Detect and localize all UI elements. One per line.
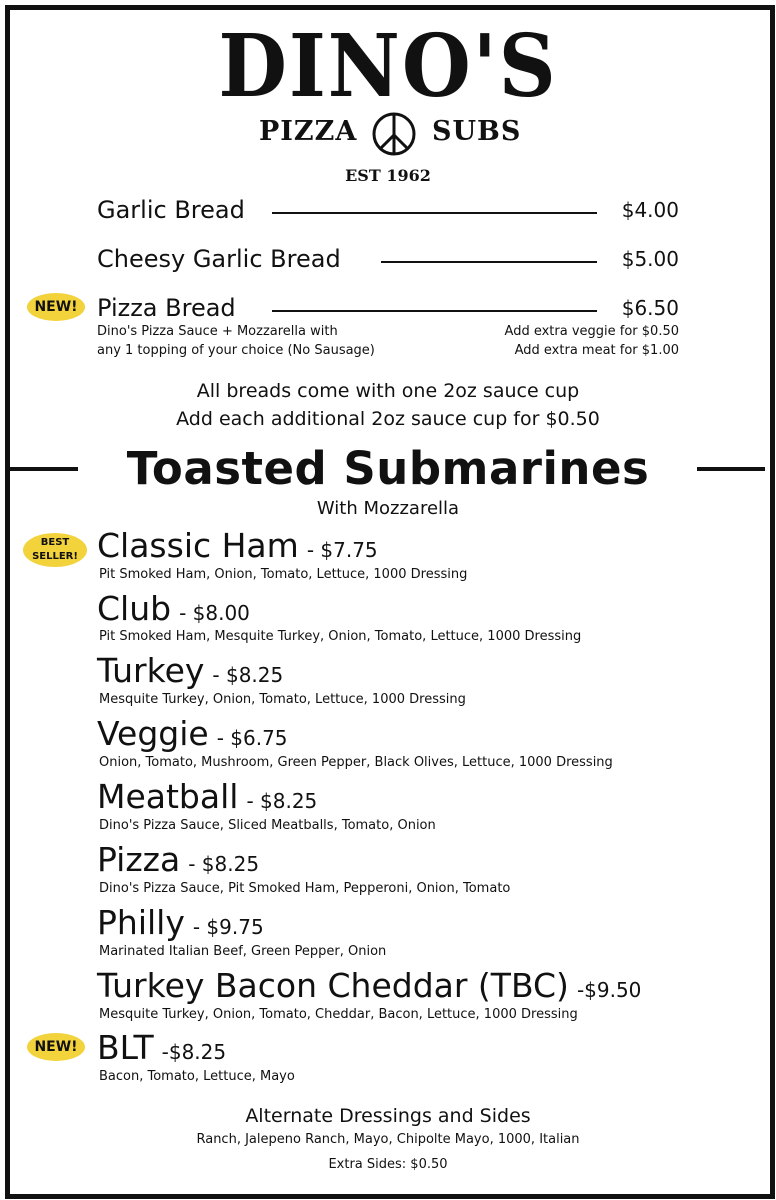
sub-item-heading xyxy=(97,966,641,1006)
sub-item-name: BLT xyxy=(97,1028,154,1067)
bread-item-extras xyxy=(505,322,679,360)
established-year: EST 1962 xyxy=(345,166,431,185)
bread-item-price: $5.00 xyxy=(621,247,679,271)
sub-item-name: Philly xyxy=(97,903,185,942)
sub-item-heading xyxy=(97,714,288,754)
logo-right-word: SUBS xyxy=(432,116,522,147)
sub-item-price: - $8.00 xyxy=(179,601,250,625)
peace-sign-icon xyxy=(371,111,417,157)
extra-option: Add extra veggie for $0.50 xyxy=(504,324,679,339)
sub-item-price: - $8.25 xyxy=(246,789,318,813)
logo-title: DINO'S xyxy=(218,16,558,117)
sub-item-heading xyxy=(97,777,317,817)
sub-item-description: Dino's Pizza Sauce, Sliced Meatballs, Tomato, Onion xyxy=(99,818,436,833)
description-line: Dino's Pizza Sauce + Mozzarella with xyxy=(97,324,338,339)
sub-item-price: - $8.25 xyxy=(212,663,284,687)
sub-item-description: Pit Smoked Ham, Mesquite Turkey, Onion, Tomato, Lettuce, 1000 Dressing xyxy=(99,629,582,644)
logo-left-word: PIZZA xyxy=(259,116,358,147)
new-badge: NEW! xyxy=(27,1033,85,1061)
leader-line xyxy=(381,261,597,263)
extra-sides-price: Extra Sides: $0.50 xyxy=(328,1157,448,1172)
badge-line: SELLER! xyxy=(32,551,78,562)
sub-item-price: -$8.25 xyxy=(161,1040,227,1064)
sub-item-description: Dino's Pizza Sauce, Pit Smoked Ham, Pepperoni, Onion, Tomato xyxy=(99,881,511,896)
sub-item-description: Pit Smoked Ham, Onion, Tomato, Lettuce, 1000 Dressing xyxy=(99,567,468,582)
section-title: Toasted Submarines xyxy=(126,442,650,495)
sides-title: Alternate Dressings and Sides xyxy=(245,1105,531,1127)
sub-item-name: Classic Ham xyxy=(97,526,299,565)
sub-item-description: Mesquite Turkey, Onion, Tomato, Cheddar, Bacon, Lettuce, 1000 Dressing xyxy=(99,1007,578,1022)
section-rule-right xyxy=(697,467,765,471)
sub-item-description: Bacon, Tomato, Lettuce, Mayo xyxy=(99,1069,295,1084)
new-badge: NEW! xyxy=(27,293,85,321)
sub-item-heading xyxy=(97,526,378,566)
sub-item-heading xyxy=(97,589,250,629)
leader-line xyxy=(272,212,597,214)
dressings-list: Ranch, Jalepeno Ranch, Mayo, Chipolte Mayo, 1000, Italian xyxy=(196,1132,580,1147)
sub-item-name: Meatball xyxy=(97,777,239,816)
bread-note: Add each additional 2oz sauce cup for $0.50 xyxy=(176,408,600,430)
best-seller-badge xyxy=(23,533,87,567)
sub-item-price: - $6.75 xyxy=(216,726,288,750)
bread-item-name: Garlic Bread xyxy=(97,196,245,224)
extra-option: Add extra meat for $1.00 xyxy=(514,343,679,358)
section-subtitle: With Mozzarella xyxy=(316,498,460,519)
sub-item-name: Turkey xyxy=(97,651,205,690)
bread-item-name: Pizza Bread xyxy=(97,294,236,322)
bread-note: All breads come with one 2oz sauce cup xyxy=(196,380,580,402)
sub-item-description: Onion, Tomato, Mushroom, Green Pepper, Black Olives, Lettuce, 1000 Dressing xyxy=(99,755,613,770)
leader-line xyxy=(272,310,597,312)
sub-item-description: Marinated Italian Beef, Green Pepper, Onion xyxy=(99,944,387,959)
sub-item-price: - $9.75 xyxy=(192,915,264,939)
sub-item-name: Turkey Bacon Cheddar (TBC) xyxy=(97,966,569,1005)
sub-item-heading xyxy=(97,1028,226,1068)
sub-item-heading xyxy=(97,651,283,691)
sub-item-price: -$9.50 xyxy=(576,978,642,1002)
sub-item-heading xyxy=(97,840,259,880)
bread-item-price: $4.00 xyxy=(621,198,679,222)
sub-item-name: Veggie xyxy=(97,714,209,753)
sub-item-heading xyxy=(97,903,264,943)
description-line: any 1 topping of your choice (No Sausage) xyxy=(97,343,375,358)
sub-item-price: - $8.25 xyxy=(188,852,260,876)
sub-item-price: - $7.75 xyxy=(306,538,378,562)
sub-item-name: Pizza xyxy=(97,840,181,879)
bread-item-description xyxy=(97,322,375,360)
sub-item-description: Mesquite Turkey, Onion, Tomato, Lettuce, 1000 Dressing xyxy=(99,692,466,707)
sub-item-name: Club xyxy=(97,589,172,628)
badge-line: BEST xyxy=(40,537,70,548)
bread-item-name: Cheesy Garlic Bread xyxy=(97,245,341,273)
bread-item-price: $6.50 xyxy=(621,296,679,320)
